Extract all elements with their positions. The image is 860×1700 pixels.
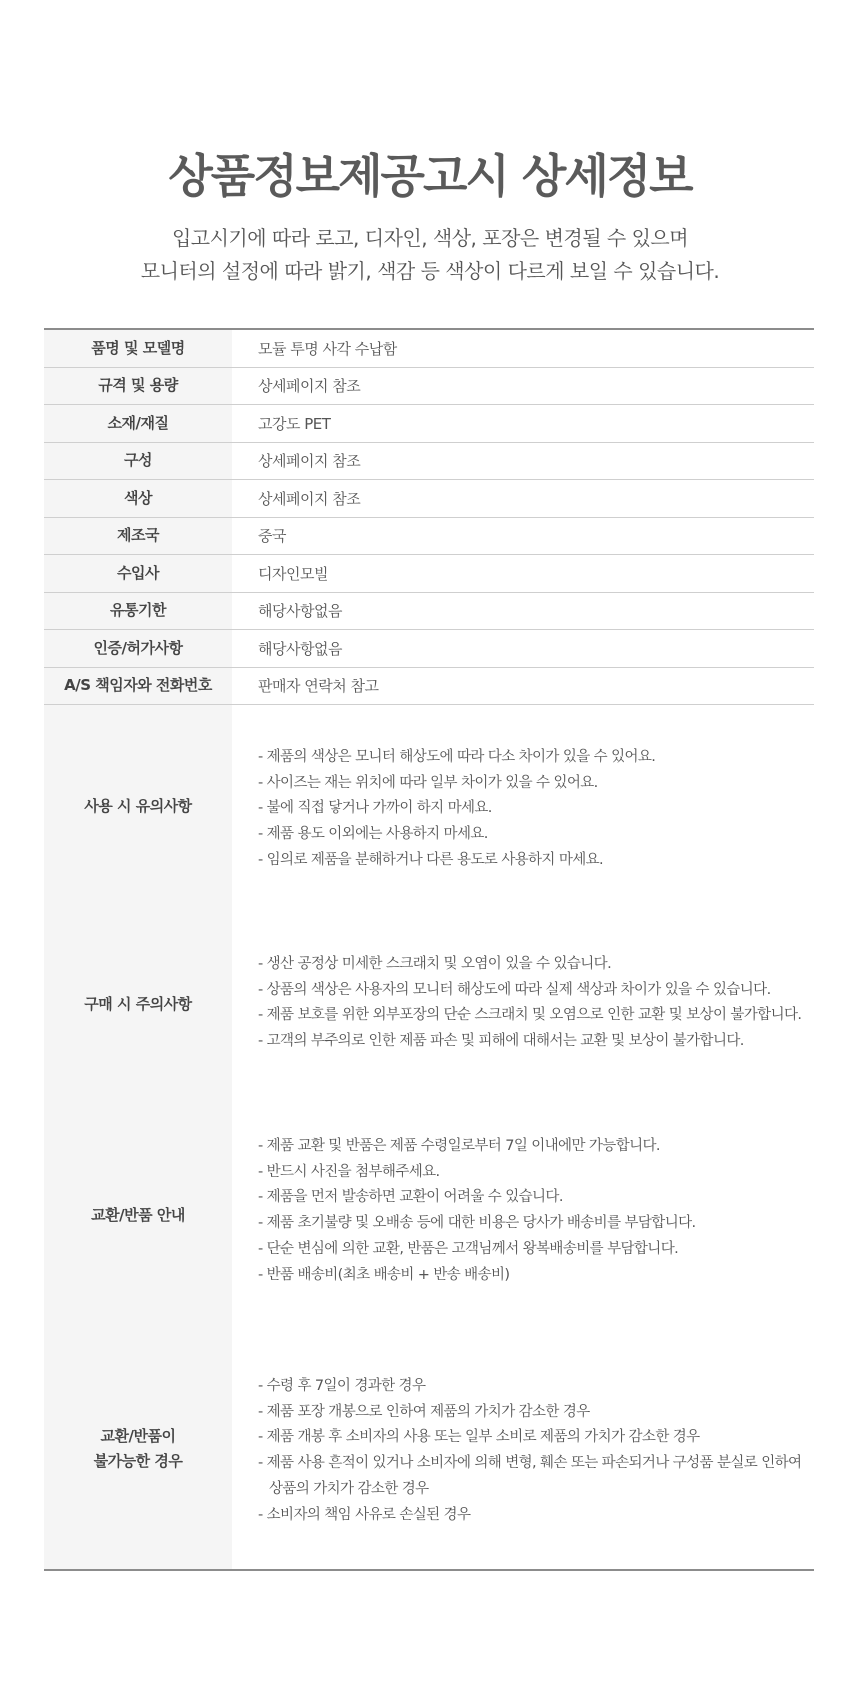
row-value: 해당사항없음 [258,602,342,621]
row-value: 상세페이지 참조 [258,377,361,396]
section-label-line: 불가능한 경우 [93,1452,183,1470]
section-line: - 제품의 색상은 모니터 해상도에 따라 다소 차이가 있을 수 있어요. [258,749,656,765]
section-label-line: 교환/반품이 [100,1427,176,1445]
non-returnable-section [44,1329,814,1569]
row-label: 유통기한 [44,593,232,630]
row-label: 소재/재질 [44,405,232,442]
row-value: 해당사항없음 [258,639,342,658]
row-value: 고강도 PET [258,414,331,433]
section-label [44,1329,232,1569]
row-label: 구성 [44,443,232,480]
section-content [232,908,814,1101]
row-label: A/S 책임자와 전화번호 [44,668,232,705]
table-row [44,330,814,368]
table-row [44,630,814,668]
section-label: 사용 시 유의사항 [44,705,232,908]
section-content [232,1101,814,1329]
section-line: - 수령 후 7일이 경과한 경우 [258,1378,426,1394]
row-value: 판매자 연락처 참고 [258,677,379,696]
table-row [44,668,814,706]
section-line: - 소비자의 책임 사유로 손실된 경우 [258,1506,471,1523]
section-line: - 제품 포장 개봉으로 인하여 제품의 가치가 감소한 경우 [258,1403,590,1420]
table-row [44,368,814,406]
product-info-table [44,328,814,1571]
row-value: 상세페이지 참조 [258,489,361,508]
table-row [44,555,814,593]
subtitle-line: 입고시기에 따라 로고, 디자인, 색상, 포장은 변경될 수 있으며 [171,226,689,250]
section-line: 상품의 가치가 감소한 경우 [269,1480,429,1497]
section-line: - 제품 교환 및 반품은 제품 수령일로부터 7일 이내에만 가능합니다. [258,1138,660,1154]
row-label: 색상 [44,480,232,517]
section-line: - 생산 공정상 미세한 스크래치 및 오염이 있을 수 있습니다. [258,956,612,972]
section-line: - 제품 용도 이외에는 사용하지 마세요. [258,826,488,843]
row-label: 수입사 [44,555,232,592]
row-value: 상세페이지 참조 [258,452,361,471]
section-line: - 제품 개봉 후 소비자의 사용 또는 일부 소비로 제품의 가치가 감소한 경우 [258,1429,700,1446]
exchange-return-guide-section [44,1101,814,1329]
section-line: - 불에 직접 닿거나 가까이 하지 마세요. [258,800,492,817]
section-line: - 고객의 부주의로 인한 제품 파손 및 피해에 대해서는 교환 및 보상이 불가합니다. [258,1033,744,1050]
row-label: 품명 및 모델명 [44,330,232,367]
row-value: 중국 [258,527,286,546]
section-line: - 상품의 색상은 사용자의 모니터 해상도에 따라 실제 색상과 차이가 있을 수 있습니다. [258,981,771,998]
section-line: - 임의로 제품을 분해하거나 다른 용도로 사용하지 마세요. [258,851,604,868]
section-line: - 단순 변심에 의한 교환, 반품은 고객님께서 왕복배송비를 부담합니다. [258,1240,679,1257]
section-label: 구매 시 주의사항 [44,908,232,1101]
row-label: 제조국 [44,518,232,555]
row-label: 인증/허가사항 [44,630,232,667]
section-line: - 제품 초기불량 및 오배송 등에 대한 비용은 당사가 배송비를 부담합니다. [258,1215,696,1232]
table-row [44,518,814,556]
page-subtitle [0,222,860,288]
row-value: 모듈 투명 사각 수납함 [258,339,397,358]
section-label: 교환/반품 안내 [44,1101,232,1329]
table-row [44,480,814,518]
page-title: 상품정보제공고시 상세정보 [168,149,692,203]
table-row [44,443,814,481]
row-label: 규격 및 용량 [44,368,232,405]
row-value: 디자인모빌 [258,564,328,583]
section-line: - 반품 배송비(최초 배송비 + 반송 배송비) [258,1266,510,1283]
section-line: - 제품을 먼저 발송하면 교환이 어려울 수 있습니다. [258,1189,563,1206]
purchase-cautions-section [44,908,814,1101]
section-line: - 제품 보호를 위한 외부포장의 단순 스크래치 및 오염으로 인한 교환 및 보상이 불가합니다. [258,1007,802,1024]
section-line: - 제품 사용 흔적이 있거나 소비자에 의해 변형, 훼손 또는 파손되거나 구성품 분실로 인하여 [258,1455,802,1472]
section-line: - 반드시 사진을 첨부해주세요. [258,1163,440,1180]
section-content [232,1329,814,1569]
usage-cautions-section [44,705,814,908]
table-row [44,593,814,631]
subtitle-line: 모니터의 설정에 따라 밝기, 색감 등 색상이 다르게 보일 수 있습니다. [140,259,720,283]
section-content [232,705,814,908]
table-row [44,405,814,443]
section-line: - 사이즈는 재는 위치에 따라 일부 차이가 있을 수 있어요. [258,774,598,791]
